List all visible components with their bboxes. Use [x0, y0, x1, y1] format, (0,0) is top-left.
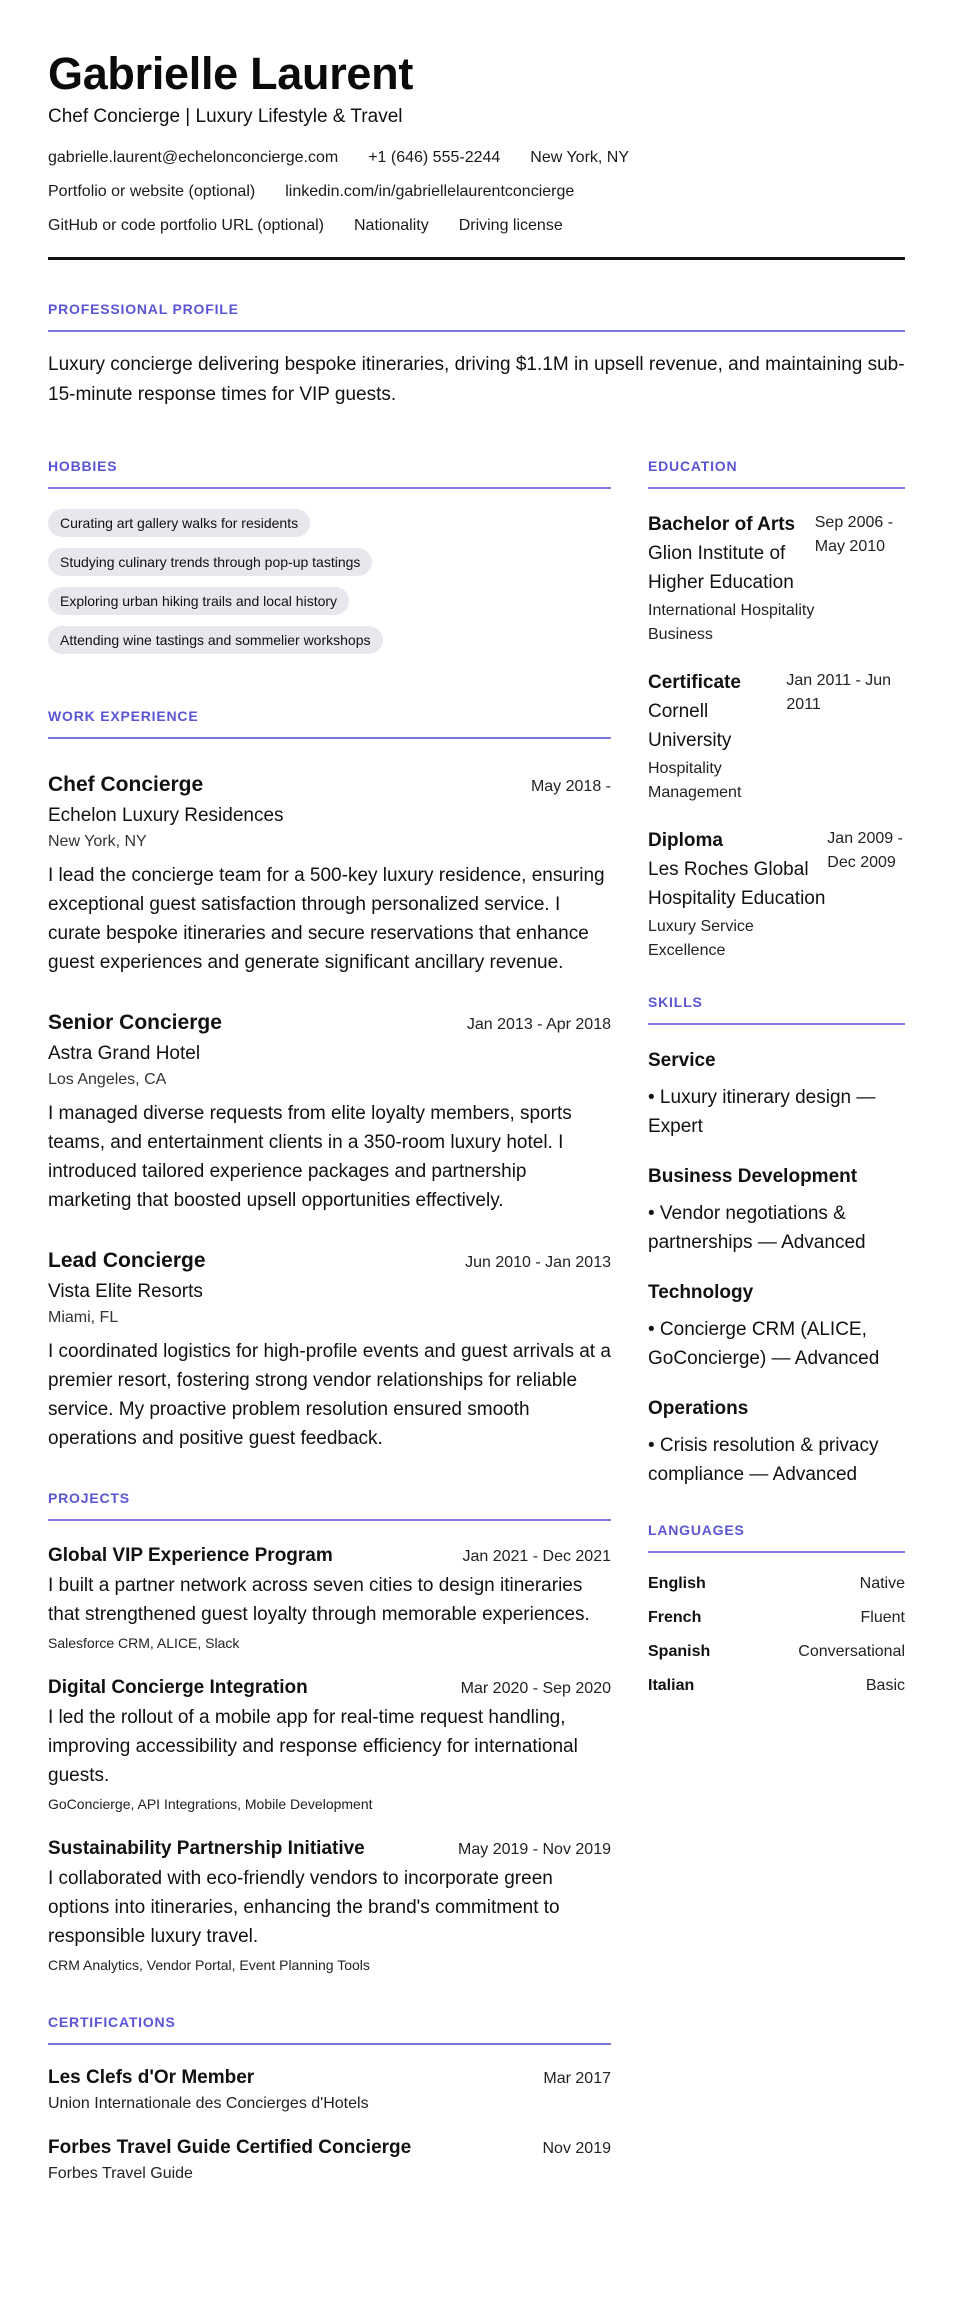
- project-description: I led the rollout of a mobile app for real-time request handling, improving accessibility and response efficiency for international guests.: [48, 1707, 578, 1786]
- candidate-name: Gabrielle Laurent: [48, 48, 414, 99]
- job-location: Miami, FL: [48, 1309, 119, 1326]
- contact-email[interactable]: gabrielle.laurent@echelonconcierge.com: [48, 149, 339, 166]
- language-row: [648, 1641, 905, 1663]
- project-tech: CRM Analytics, Vendor Portal, Event Planning Tools: [48, 1957, 370, 1973]
- job-title: Senior Concierge: [48, 1011, 222, 1034]
- hobby-chip: Curating art gallery walks for residents: [48, 509, 310, 537]
- contact-row: [48, 148, 905, 168]
- projects-section: [48, 1489, 611, 1975]
- skill-category: Technology: [648, 1282, 754, 1303]
- certification-issuer: Union Internationale des Concierges d'Hotels: [48, 2095, 369, 2112]
- language-level: Fluent: [860, 1609, 905, 1626]
- certifications-section: [48, 2013, 611, 2185]
- section-title: EDUCATION: [648, 458, 738, 474]
- project-title: Sustainability Partnership Initiative: [48, 1838, 365, 1859]
- candidate-headline: Chef Concierge | Luxury Lifestyle & Travel: [48, 106, 403, 127]
- project-dates: May 2019 - Nov 2019: [458, 1841, 611, 1858]
- education-school: Glion Institute of Higher Education: [648, 543, 794, 593]
- project-description: I built a partner network across seven cities to design itineraries that strengthened guest loyalty through memorable experiences.: [48, 1575, 590, 1625]
- hobbies-section: [48, 457, 611, 665]
- language-name: Spanish: [648, 1643, 711, 1660]
- skill-item: • Luxury itinerary design — Expert: [648, 1087, 876, 1137]
- certification-date: Mar 2017: [543, 2070, 611, 2087]
- project-entry: [48, 1675, 611, 1814]
- education-dates: Jan 2009 - Dec 2009: [827, 830, 903, 871]
- section-rule: [48, 737, 611, 739]
- section-rule: [648, 1023, 905, 1025]
- section-title: CERTIFICATIONS: [48, 2014, 176, 2030]
- job-dates: Jun 2010 - Jan 2013: [465, 1254, 611, 1271]
- languages-section: [648, 1521, 905, 1697]
- project-tech: GoConcierge, API Integrations, Mobile Development: [48, 1796, 373, 1812]
- education-dates: Jan 2011 - Jun 2011: [786, 672, 892, 713]
- language-row: [648, 1675, 905, 1697]
- contact-phone[interactable]: +1 (646) 555-2244: [368, 149, 501, 166]
- job-location: New York, NY: [48, 833, 147, 850]
- language-row: [648, 1607, 905, 1629]
- job-description: I coordinated logistics for high-profile events and guest arrivals at a premier resort, fostering strong vendor relationships for reliable service. My proactive problem resolution ensured smooth operations and positive guest feedback.: [48, 1341, 611, 1449]
- project-tech: Salesforce CRM, ALICE, Slack: [48, 1635, 240, 1651]
- hobby-chip: Exploring urban hiking trails and local history: [48, 587, 349, 615]
- contact-nationality: Nationality: [353, 217, 429, 234]
- job-company: Astra Grand Hotel: [48, 1043, 201, 1064]
- section-title: LANGUAGES: [648, 1522, 745, 1538]
- job-dates: Jan 2013 - Apr 2018: [466, 1016, 611, 1033]
- language-name: French: [648, 1609, 702, 1626]
- hobby-chip: Attending wine tastings and sommelier workshops: [48, 626, 383, 654]
- project-title: Digital Concierge Integration: [48, 1677, 308, 1698]
- education-entry: [648, 827, 905, 963]
- language-name: Italian: [648, 1677, 695, 1694]
- project-entry: [48, 1543, 611, 1653]
- project-title: Global VIP Experience Program: [48, 1545, 333, 1566]
- education-degree: Certificate: [648, 672, 741, 693]
- job-entry: [48, 1009, 611, 1215]
- education-field: Hospitality Management: [648, 760, 742, 801]
- profile-summary: Luxury concierge delivering bespoke itineraries, driving $1.1M in upsell revenue, and maintaining sub-15-minute response times for VIP guests.: [48, 354, 905, 405]
- section-title: PROFESSIONAL PROFILE: [48, 301, 239, 317]
- contact-linkedin[interactable]: linkedin.com/in/gabriellelaurentconcierge: [285, 183, 575, 200]
- job-description: I lead the concierge team for a 500-key luxury residence, ensuring exceptional guest satisfaction through personalized service. I curate bespoke itineraries and secure reservations that enhance guest experiences and generate significant ancillary revenue.: [48, 865, 605, 973]
- side-column: [648, 457, 905, 1709]
- contact-row: [48, 182, 905, 202]
- education-dates: Sep 2006 - May 2010: [814, 514, 894, 555]
- skill-category: Service: [648, 1050, 716, 1071]
- section-rule: [648, 487, 905, 489]
- certification-date: Nov 2019: [542, 2140, 611, 2157]
- hobby-chip: Studying culinary trends through pop-up tastings: [48, 548, 372, 576]
- job-company: Vista Elite Resorts: [48, 1281, 203, 1302]
- language-row: [648, 1573, 905, 1595]
- job-entry: [48, 1247, 611, 1453]
- section-rule: [48, 2043, 611, 2045]
- section-title: WORK EXPERIENCE: [48, 708, 199, 724]
- education-entry: [648, 669, 905, 805]
- skill-group: [648, 1395, 905, 1489]
- section-rule: [48, 1519, 611, 1521]
- hobby-list: [48, 509, 611, 665]
- certification-title: Forbes Travel Guide Certified Concierge: [48, 2137, 412, 2158]
- contact-location: New York, NY: [530, 149, 630, 166]
- education-field: Luxury Service Excellence: [648, 918, 754, 959]
- job-dates: May 2018 -: [530, 778, 611, 795]
- job-title: Chef Concierge: [48, 773, 204, 796]
- section-title: HOBBIES: [48, 458, 118, 474]
- language-level: Conversational: [798, 1643, 905, 1660]
- certification-issuer: Forbes Travel Guide: [48, 2165, 193, 2182]
- certification-entry: [48, 2135, 611, 2185]
- education-degree: Diploma: [648, 830, 723, 851]
- project-description: I collaborated with eco-friendly vendors to incorporate green options into itineraries, enhancing the brand's commitment to responsible luxury travel.: [48, 1868, 560, 1947]
- project-dates: Mar 2020 - Sep 2020: [460, 1680, 611, 1697]
- section-title: PROJECTS: [48, 1490, 130, 1506]
- certification-entry: [48, 2065, 611, 2115]
- contact-github[interactable]: GitHub or code portfolio URL (optional): [48, 217, 324, 234]
- skill-item: • Crisis resolution & privacy compliance — Advanced: [648, 1435, 879, 1485]
- skill-group: [648, 1279, 905, 1373]
- job-description: I managed diverse requests from elite loyalty members, sports teams, and entertainment clients in a 350-room luxury hotel. I introduced tailored experience packages and partnership marketing that boosted upsell opportunities effectively.: [48, 1103, 572, 1211]
- education-school: Les Roches Global Hospitality Education: [648, 859, 826, 909]
- education-degree: Bachelor of Arts: [648, 514, 796, 535]
- section-title: SKILLS: [648, 994, 703, 1010]
- job-title: Lead Concierge: [48, 1249, 206, 1272]
- skill-category: Business Development: [648, 1166, 858, 1187]
- contact-row: [48, 216, 905, 236]
- resume-header: [48, 48, 905, 260]
- job-location: Los Angeles, CA: [48, 1071, 167, 1088]
- language-list: [648, 1573, 905, 1697]
- skill-group: [648, 1163, 905, 1257]
- main-column: [48, 457, 611, 2185]
- contact-portfolio[interactable]: Portfolio or website (optional): [48, 183, 256, 200]
- skill-group: [648, 1047, 905, 1141]
- contact-driving-license: Driving license: [458, 217, 563, 234]
- project-entry: [48, 1836, 611, 1975]
- education-school: Cornell University: [648, 701, 732, 751]
- skills-section: [648, 993, 905, 1489]
- project-dates: Jan 2021 - Dec 2021: [462, 1548, 611, 1565]
- education-section: [648, 457, 905, 963]
- skill-item: • Vendor negotiations & partnerships — Advanced: [648, 1203, 866, 1253]
- job-company: Echelon Luxury Residences: [48, 805, 284, 826]
- language-level: Basic: [865, 1677, 905, 1694]
- education-field: International Hospitality Business: [648, 602, 815, 643]
- skill-category: Operations: [648, 1398, 749, 1419]
- language-level: Native: [859, 1575, 905, 1592]
- certification-title: Les Clefs d'Or Member: [48, 2067, 255, 2088]
- section-rule: [48, 487, 611, 489]
- skill-item: • Concierge CRM (ALICE, GoConcierge) — Advanced: [648, 1319, 880, 1369]
- section-rule: [648, 1551, 905, 1553]
- header-divider: [48, 257, 905, 260]
- section-rule: [48, 330, 905, 332]
- language-name: English: [648, 1575, 706, 1592]
- work-experience-section: [48, 707, 611, 1453]
- education-entry: [648, 511, 905, 647]
- job-entry: [48, 771, 611, 977]
- profile-section: [48, 300, 905, 410]
